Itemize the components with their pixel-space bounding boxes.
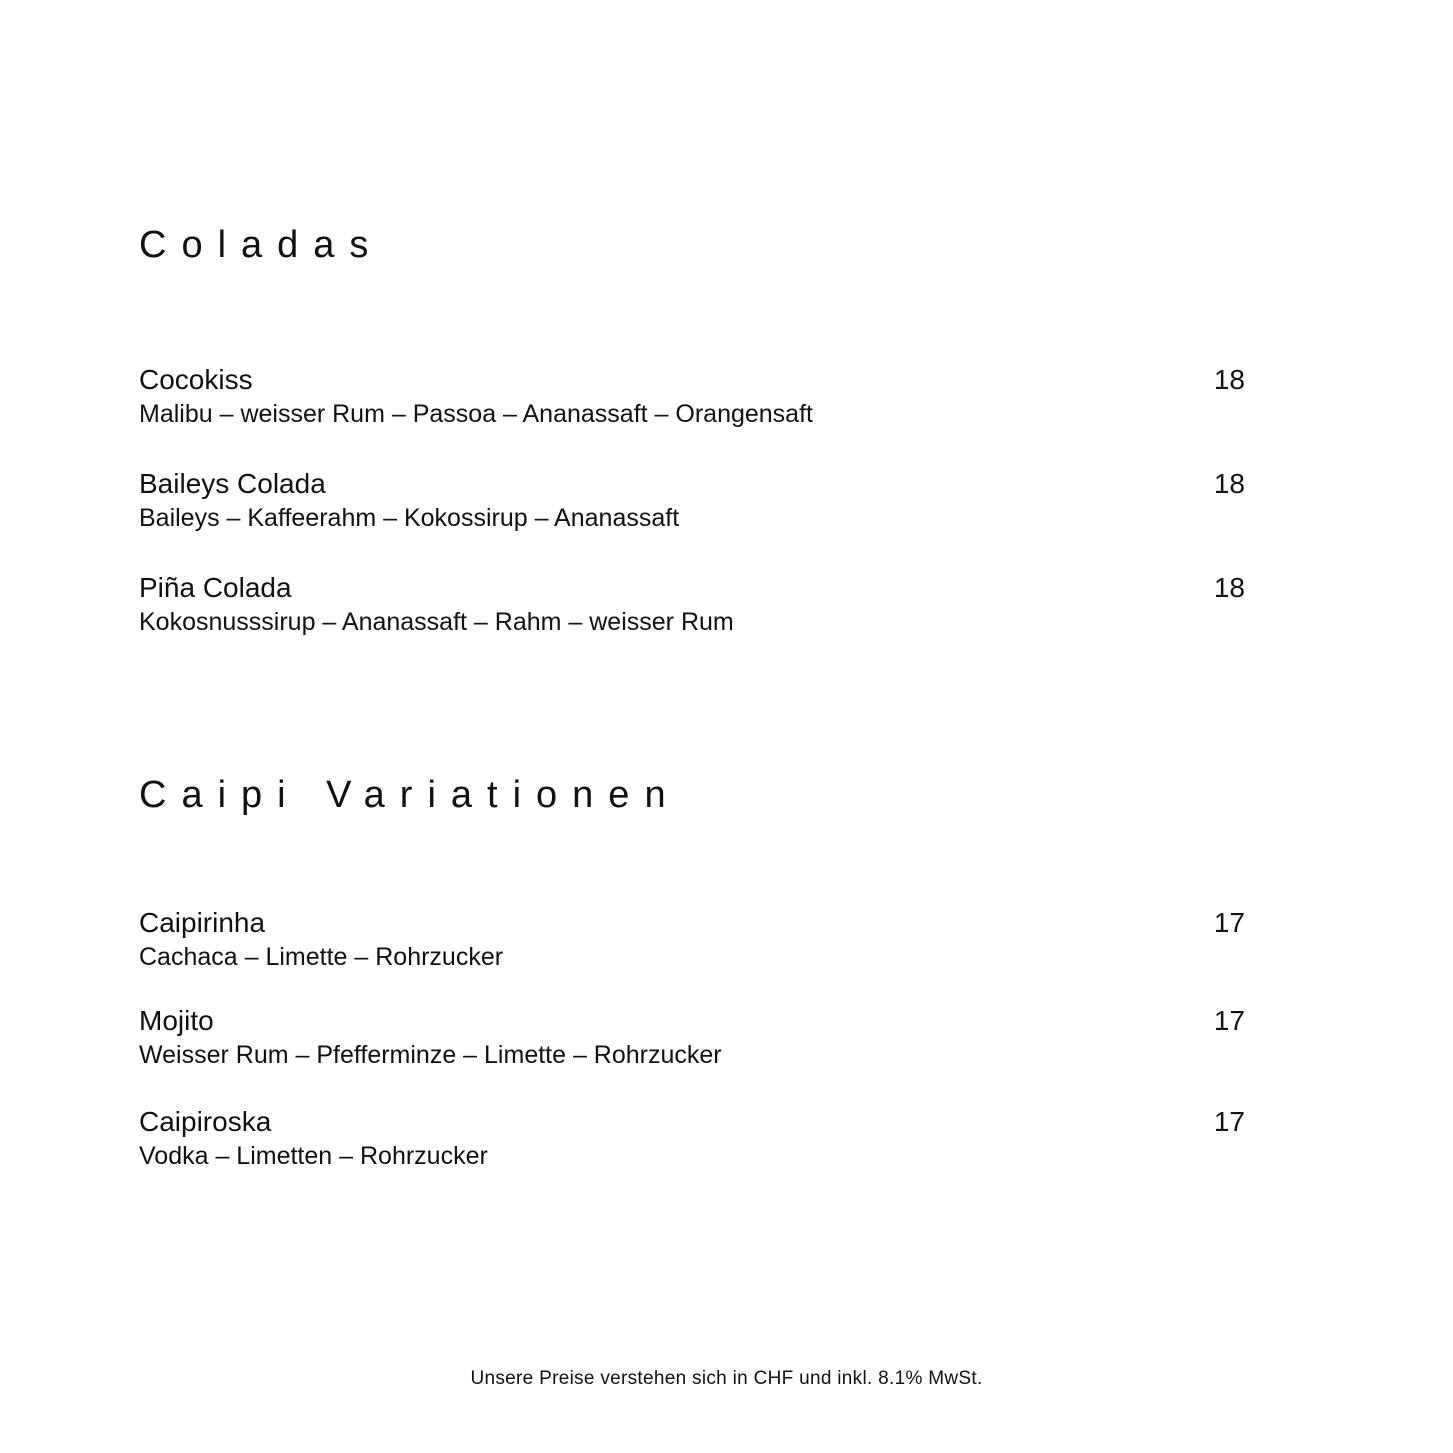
item-description: Vodka – Limetten – Rohrzucker <box>139 1142 488 1170</box>
item-name: Cocokiss <box>139 364 253 395</box>
item-description: Kokosnusssirup – Ananassaft – Rahm – weisser Rum <box>139 608 734 636</box>
menu-item-baileys-colada <box>139 467 1245 535</box>
item-price: 18 <box>1213 364 1245 395</box>
item-description: Cachaca – Limette – Rohrzucker <box>139 943 504 971</box>
item-name: Caipiroska <box>139 1106 272 1137</box>
item-price: 17 <box>1213 1106 1245 1137</box>
item-price: 17 <box>1213 907 1245 938</box>
item-name: Baileys Colada <box>139 468 326 499</box>
item-name: Caipirinha <box>139 907 266 938</box>
menu-item-caipirinha <box>139 906 1245 974</box>
item-name: Mojito <box>139 1005 214 1036</box>
menu-item-pina-colada <box>139 571 1245 639</box>
item-description: Baileys – Kaffeerahm – Kokossirup – Ananassaft <box>139 504 680 532</box>
item-price: 18 <box>1213 468 1245 499</box>
menu-item-mojito <box>139 1004 1245 1072</box>
item-description: Weisser Rum – Pfefferminze – Limette – Rohrzucker <box>139 1041 722 1069</box>
price-note-footer: Unsere Preise verstehen sich in CHF und inkl. 8.1% MwSt. <box>470 1368 983 1389</box>
section-title-caipi-variationen: Caipi Variationen <box>139 774 681 816</box>
item-name: Piña Colada <box>139 572 292 603</box>
item-price: 17 <box>1213 1005 1245 1036</box>
section-title-coladas: Coladas <box>139 224 384 266</box>
item-description: Malibu – weisser Rum – Passoa – Ananassaft – Orangensaft <box>139 400 813 428</box>
menu-item-cocokiss <box>139 363 1245 431</box>
menu-item-caipiroska <box>139 1105 1245 1173</box>
item-price: 18 <box>1213 572 1245 603</box>
